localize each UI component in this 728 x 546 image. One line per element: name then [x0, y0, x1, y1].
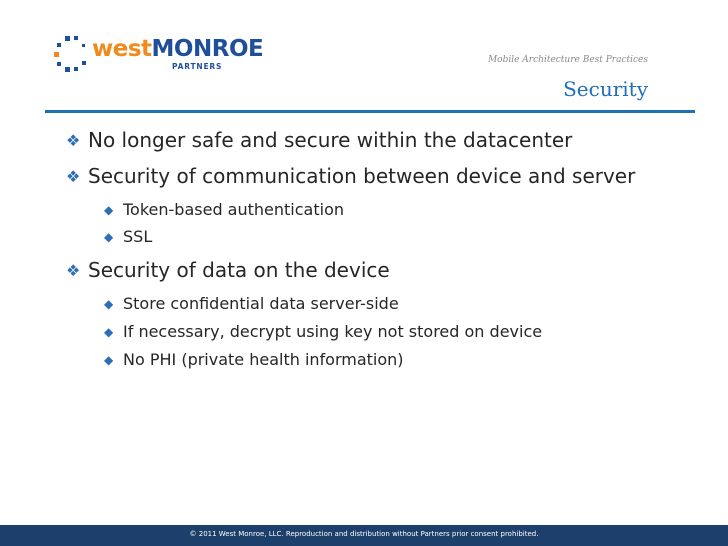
sub-bullet-text: No PHI (private health information): [123, 350, 404, 369]
diamond-icon: ◆: [104, 230, 114, 244]
logo-monroe: MONROE: [151, 36, 264, 62]
company-logo: [52, 34, 264, 78]
bullet-text: Security of communication between device and server: [88, 164, 636, 188]
diamond-icon: ◆: [104, 325, 114, 339]
diamond-cluster-icon: ❖: [66, 131, 81, 150]
sub-bullet-text: SSL: [123, 227, 153, 246]
diamond-icon: ◆: [104, 297, 114, 311]
sub-bullet-text: Token-based authentication: [123, 200, 344, 219]
bullet-text: Security of data on the device: [88, 258, 390, 282]
logo-wordmark: [92, 36, 263, 62]
diamond-cluster-icon: ❖: [66, 167, 81, 186]
sub-bullet-item: [104, 350, 404, 370]
sub-bullet-text: If necessary, decrypt using key not stored on device: [123, 322, 543, 341]
sub-bullet-item: [104, 322, 542, 342]
bullet-text: No longer safe and secure within the datacenter: [88, 128, 573, 152]
slide-title: Security: [563, 77, 648, 101]
diamond-cluster-icon: ❖: [66, 261, 81, 280]
bullet-item: [66, 128, 572, 153]
diamond-icon: ◆: [104, 353, 114, 367]
bullet-item: [66, 258, 390, 283]
logo-dots-icon: [52, 34, 88, 74]
sub-bullet-item: [104, 294, 399, 314]
logo-west: west: [92, 36, 152, 62]
logo-partners: PARTNERS: [172, 62, 223, 71]
title-divider: [45, 110, 695, 113]
sub-bullet-text: Store confidential data server-side: [123, 294, 399, 313]
diamond-icon: ◆: [104, 203, 114, 217]
bullet-item: [66, 164, 635, 189]
sub-bullet-item: [104, 227, 152, 247]
copyright-notice: © 2011 West Monroe, LLC. Reproduction and distribution without Partners prior consent prohibited.: [189, 530, 539, 538]
presentation-subtitle: Mobile Architecture Best Practices: [487, 55, 648, 65]
sub-bullet-item: [104, 200, 344, 220]
